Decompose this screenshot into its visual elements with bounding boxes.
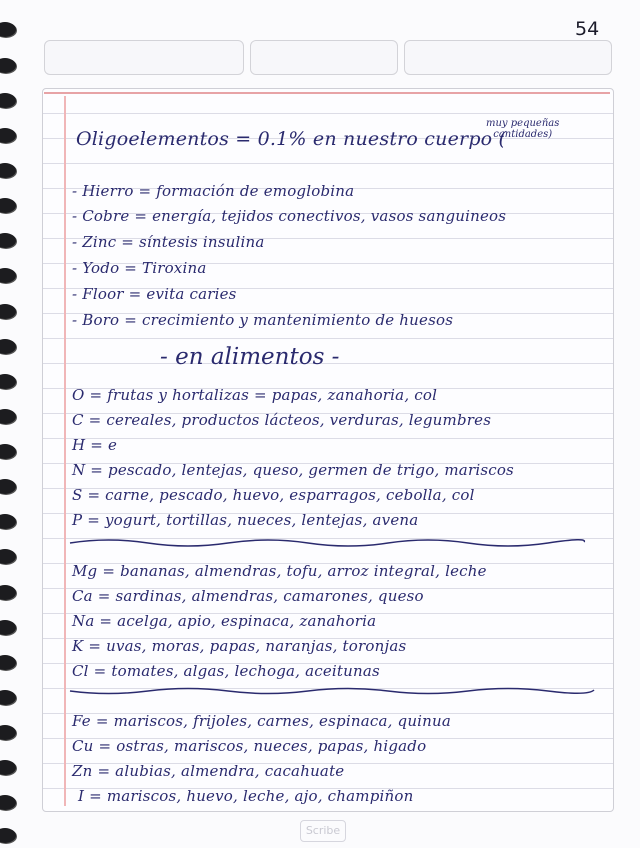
- binding-ring: [0, 690, 16, 705]
- header-box: [250, 40, 398, 75]
- note-line: N = pescado, lentejas, queso, germen de trigo, mariscos: [72, 461, 514, 479]
- note-line: S = carne, pescado, huevo, esparragos, cebolla, col: [72, 486, 475, 504]
- note-line: Cl = tomates, algas, lechoga, aceitunas: [72, 662, 380, 680]
- binding-ring: [0, 549, 16, 564]
- binding-ring: [0, 22, 16, 37]
- note-line: Na = acelga, apio, espinaca, zanahoria: [72, 612, 377, 630]
- note-line: - Yodo = Tiroxina: [72, 259, 207, 277]
- binding-ring: [0, 760, 16, 775]
- section-subtitle: - en alimentos -: [160, 344, 340, 370]
- binding-ring: [0, 304, 16, 319]
- note-line: C = cereales, productos lácteos, verduras, legumbres: [72, 411, 492, 429]
- binding-ring: [0, 655, 16, 670]
- page-title: Oligoelementos = 0.1% en nuestro cuerpo (: [76, 128, 507, 150]
- note-line: K = uvas, moras, papas, naranjas, toronjas: [72, 637, 407, 655]
- top-rule: [44, 92, 610, 94]
- binding-ring: [0, 58, 16, 73]
- note-line: Cu = ostras, mariscos, nueces, papas, higado: [72, 737, 427, 755]
- note-line: - Hierro = formación de emoglobina: [72, 182, 355, 200]
- binding-ring: [0, 585, 16, 600]
- header-box: [44, 40, 244, 75]
- note-line: - Floor = evita caries: [72, 285, 237, 303]
- binding-ring: [0, 514, 16, 529]
- note-line: Zn = alubias, almendra, cacahuate: [72, 762, 345, 780]
- binding-ring: [0, 795, 16, 810]
- binding-ring: [0, 620, 16, 635]
- note-line: P = yogurt, tortillas, nueces, lentejas, avena: [72, 511, 419, 529]
- binding-ring: [0, 233, 16, 248]
- note-line: H = e: [72, 436, 118, 454]
- binding-ring: [0, 198, 16, 213]
- margin-line: [64, 96, 66, 806]
- binding-ring: [0, 268, 16, 283]
- binding-ring: [0, 339, 16, 354]
- header-box: [404, 40, 612, 75]
- note-line: - Zinc = síntesis insulina: [72, 233, 265, 251]
- wavy-divider: [68, 536, 588, 550]
- binding-ring: [0, 479, 16, 494]
- note-line: O = frutas y hortalizas = papas, zanahoria, col: [72, 386, 438, 404]
- binding-ring: [0, 93, 16, 108]
- title-note-line: muy pequeñas: [486, 118, 560, 129]
- note-line: - Cobre = energía, tejidos conectivos, vasos sanguineos: [72, 207, 507, 225]
- wavy-divider: [68, 684, 598, 698]
- note-line: Fe = mariscos, frijoles, carnes, espinaca, quinua: [72, 712, 452, 730]
- note-line: I = mariscos, huevo, leche, ajo, champiñon: [78, 787, 414, 805]
- title-note-line: cantidades): [493, 129, 553, 140]
- binding-ring: [0, 128, 16, 143]
- note-line: Ca = sardinas, almendras, camarones, queso: [72, 587, 424, 605]
- binding-ring: [0, 163, 16, 178]
- page-number: 54: [575, 18, 600, 40]
- binding-ring: [0, 374, 16, 389]
- binding-ring: [0, 828, 16, 843]
- binding-ring: [0, 444, 16, 459]
- binding-ring: [0, 409, 16, 424]
- binding-ring: [0, 725, 16, 740]
- brand-logo: Scribe: [300, 820, 346, 842]
- title-note: [486, 118, 559, 140]
- note-line: - Boro = crecimiento y mantenimiento de huesos: [72, 311, 454, 329]
- note-line: Mg = bananas, almendras, tofu, arroz integral, leche: [72, 562, 487, 580]
